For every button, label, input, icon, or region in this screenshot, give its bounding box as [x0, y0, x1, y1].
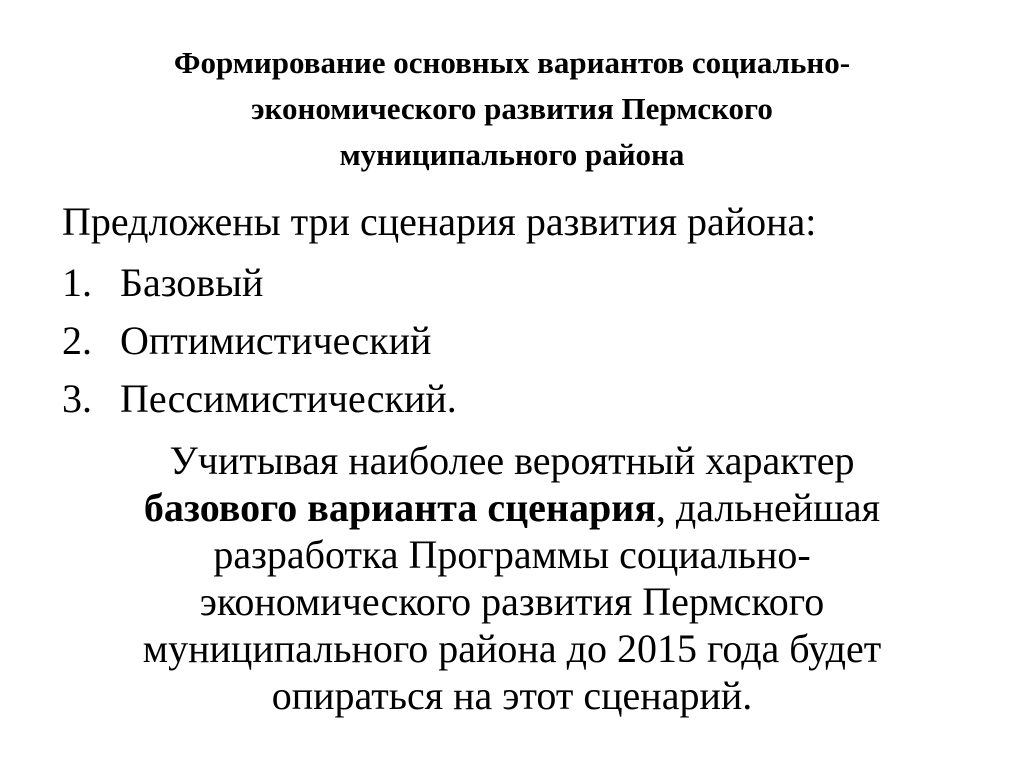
- list-item-number: 3.: [62, 376, 92, 421]
- emphasis-text: базового варианта сценария: [143, 485, 656, 530]
- title-line-3: муниципального района: [339, 137, 685, 172]
- list-item-number: 1.: [62, 260, 92, 305]
- scenario-list: [62, 254, 457, 428]
- list-item-label: Базовый: [120, 260, 264, 305]
- title-line-1: Формирование основных вариантов социально-: [173, 45, 851, 80]
- slide-title: [40, 40, 984, 178]
- list-item: [62, 312, 457, 370]
- conclusion-line-6: опираться на этот сценарий.: [271, 673, 753, 718]
- conclusion-paragraph: [40, 437, 984, 719]
- conclusion-line-5: муниципального района до 2015 года будет: [142, 626, 882, 671]
- list-item: [62, 370, 457, 428]
- conclusion-line-4: экономического развития Пермского: [199, 579, 825, 624]
- conclusion-line-1: Учитывая наиболее вероятный характер: [169, 438, 855, 483]
- list-item-number: 2.: [62, 318, 92, 363]
- conclusion-line-2-rest: , дальнейшая: [655, 485, 881, 530]
- list-item: [62, 254, 457, 312]
- conclusion-line-2: [40, 484, 984, 531]
- list-item-label: Оптимистический: [120, 318, 432, 363]
- list-item-label: Пессимистический.: [120, 376, 457, 421]
- conclusion-line-3: разработка Программы социально-: [213, 532, 811, 577]
- title-line-2: экономического развития Пермского: [251, 91, 773, 126]
- intro-text: Предложены три сценария развития района:: [62, 199, 817, 244]
